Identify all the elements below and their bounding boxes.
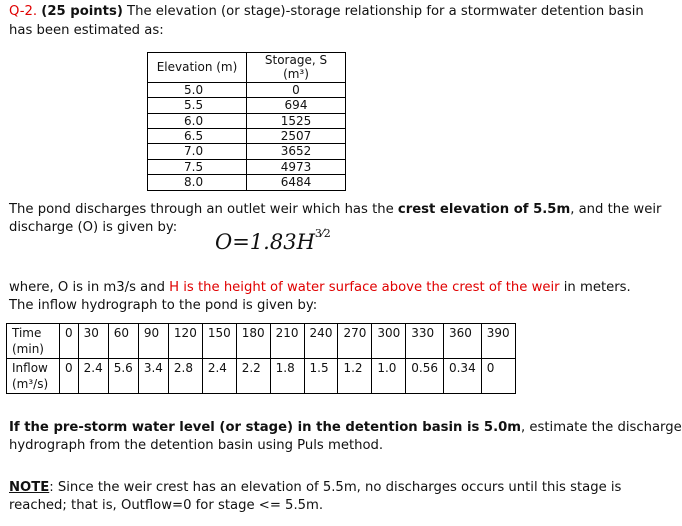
- inflow-cell: 1.2: [338, 359, 372, 394]
- inflow-hydrograph-table: [6, 323, 516, 394]
- where-text-b: in meters.: [559, 280, 631, 295]
- inflow-cell: 2.8: [168, 359, 202, 394]
- time-cell: 180: [236, 324, 270, 359]
- time-cell: 300: [372, 324, 406, 359]
- weir-text-b: , and the weir: [570, 202, 662, 217]
- time-cell: 360: [443, 324, 481, 359]
- storage-header: Storage, S (m³): [247, 53, 346, 83]
- h-definition: H is the height of water surface above the crest of the weir: [169, 280, 560, 295]
- inflow-label-1: Inflow: [12, 361, 48, 375]
- inflow-label-2: (m³/s): [12, 377, 49, 391]
- time-label-1: Time: [12, 326, 42, 340]
- time-cell: 60: [108, 324, 138, 359]
- elevation-header: Elevation (m): [148, 53, 247, 83]
- storage-cell: 2507: [247, 129, 346, 144]
- question-intro-line2: has been estimated as:: [9, 23, 164, 38]
- time-row: [7, 324, 516, 359]
- table-row: [148, 129, 346, 144]
- storage-cell: 0: [247, 82, 346, 97]
- inflow-row: [7, 359, 516, 394]
- weir-text-a: The pond discharges through an outlet weir which has the: [9, 202, 398, 217]
- storage-cell: 1525: [247, 113, 346, 128]
- where-text-a: where, O is in m3/s and: [9, 280, 170, 295]
- inflow-label: [7, 359, 60, 394]
- elevation-cell: 6.0: [148, 113, 247, 128]
- inflow-cell: 1.8: [270, 359, 304, 394]
- task-line1: [9, 419, 682, 437]
- storage-cell: 694: [247, 98, 346, 113]
- time-label: [7, 324, 60, 359]
- time-label-2: (min): [12, 342, 44, 356]
- elevation-cell: 7.5: [148, 159, 247, 174]
- table-row: [148, 175, 346, 190]
- elevation-cell: 7.0: [148, 144, 247, 159]
- inflow-cell: 1.0: [372, 359, 406, 394]
- note-line2: reached; that is, Outflow=0 for stage <= 5.5m.: [9, 498, 324, 513]
- inflow-cell: 2.2: [236, 359, 270, 394]
- storage-cell: 3652: [247, 144, 346, 159]
- time-cell: 330: [406, 324, 444, 359]
- elevation-cell: 6.5: [148, 129, 247, 144]
- elevation-storage-table: [147, 52, 346, 191]
- time-cell: 240: [304, 324, 338, 359]
- inflow-cell: 0.34: [443, 359, 481, 394]
- time-cell: 0: [60, 324, 79, 359]
- time-cell: 270: [338, 324, 372, 359]
- storage-cell: 6484: [247, 175, 346, 190]
- time-cell: 30: [78, 324, 108, 359]
- inflow-cell: 3.4: [138, 359, 168, 394]
- weir-line1: [9, 201, 661, 219]
- inflow-cell: 0: [60, 359, 79, 394]
- task-rest: , estimate the discharge: [521, 420, 682, 435]
- storage-cell: 4973: [247, 159, 346, 174]
- note-label: NOTE: [9, 480, 50, 495]
- question-heading-line: [9, 3, 644, 21]
- question-number: Q-2.: [9, 4, 38, 19]
- note-line1: [9, 479, 621, 497]
- table-row: [148, 113, 346, 128]
- inflow-cell: 1.5: [304, 359, 338, 394]
- where-line2: The inflow hydrograph to the pond is given by:: [9, 298, 318, 313]
- elevation-cell: 8.0: [148, 175, 247, 190]
- weir-line2: discharge (O) is given by:: [9, 220, 178, 235]
- table-row: [148, 144, 346, 159]
- time-cell: 150: [202, 324, 236, 359]
- question-intro-line1: The elevation (or stage)-storage relationship for a stormwater detention basin: [122, 4, 644, 19]
- elevation-cell: 5.0: [148, 82, 247, 97]
- time-cell: 120: [168, 324, 202, 359]
- question-points: (25 points): [41, 4, 123, 19]
- time-cell: 210: [270, 324, 304, 359]
- time-cell: 390: [481, 324, 515, 359]
- where-line1: [9, 279, 631, 297]
- formula-main: O=1.83H: [215, 230, 315, 254]
- task-bold: If the pre-storm water level (or stage) in the detention basin is 5.0m: [9, 420, 522, 435]
- inflow-cell: 2.4: [202, 359, 236, 394]
- table-row: [148, 159, 346, 174]
- task-line2: hydrograph from the detention basin using Puls method.: [9, 438, 384, 453]
- elevation-cell: 5.5: [148, 98, 247, 113]
- table-row: [148, 82, 346, 97]
- time-cell: 90: [138, 324, 168, 359]
- formula-exponent: 3⁄2: [314, 227, 331, 240]
- weir-formula: [215, 227, 331, 254]
- note-text1: : Since the weir crest has an elevation of 5.5m, no discharges occurs until this stage is: [49, 480, 622, 495]
- inflow-cell: 5.6: [108, 359, 138, 394]
- inflow-cell: 0: [481, 359, 515, 394]
- inflow-cell: 2.4: [78, 359, 108, 394]
- table-header-row: [148, 53, 346, 83]
- crest-elevation: crest elevation of 5.5m: [397, 202, 571, 217]
- inflow-cell: 0.56: [406, 359, 444, 394]
- table-row: [148, 98, 346, 113]
